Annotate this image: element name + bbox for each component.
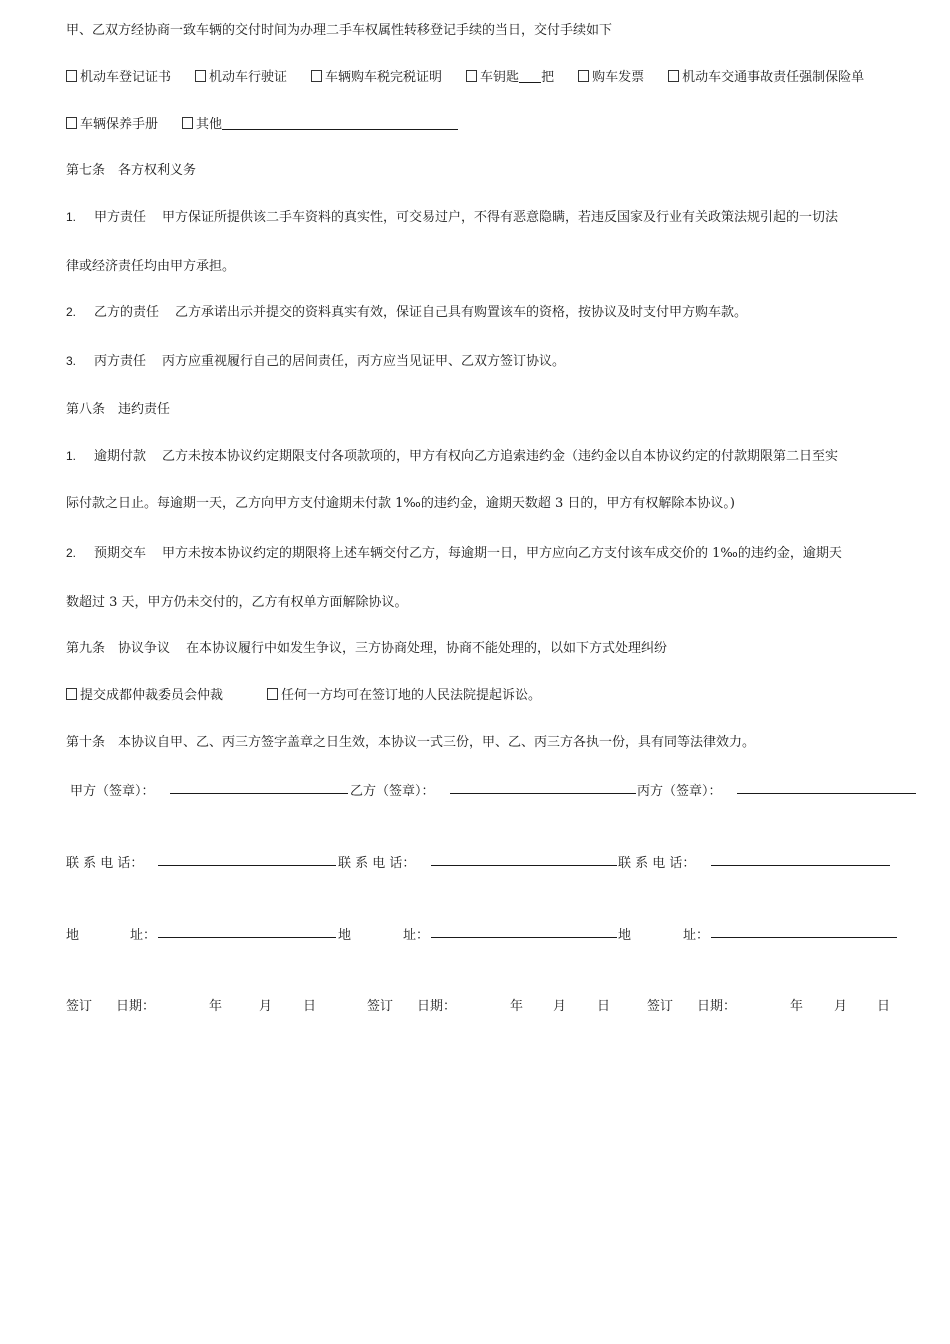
party-b-phone-field[interactable]: [431, 852, 617, 866]
party-b-date-label-2: 日期：: [417, 999, 457, 1014]
party-a-address-field[interactable]: [158, 924, 336, 938]
checkbox-car-keys[interactable]: 车钥匙 把: [466, 70, 554, 85]
party-b-address-label-2: 址：: [403, 928, 430, 943]
party-b-address-field[interactable]: [431, 924, 617, 938]
signature-row: [66, 780, 926, 800]
article8-title: 第八条 违约责任: [66, 402, 171, 417]
party-b-phone-label: 联 系 电 话：: [338, 856, 416, 871]
party-c-address-label-1: 地: [618, 928, 632, 943]
checkbox-icon[interactable]: [578, 70, 589, 82]
party-c-date-day: 日: [877, 999, 891, 1014]
article9-options: [66, 687, 541, 705]
intro-text: 甲、乙双方经协商一致车辆的交付时间为办理二手车权属性转移登记手续的当日，交付手续如下: [66, 23, 613, 38]
checkbox-compulsory-insurance[interactable]: 机动车交通事故责任强制保险单: [668, 70, 864, 85]
party-c-date-label-2: 日期：: [697, 999, 737, 1014]
party-a-signature-field[interactable]: [170, 780, 348, 794]
party-a-date-label-2: 日期：: [116, 999, 156, 1014]
checkbox-icon[interactable]: [66, 70, 77, 82]
party-a-phone-field[interactable]: [158, 852, 336, 866]
checkbox-icon[interactable]: [668, 70, 679, 82]
checkbox-registration-cert[interactable]: 机动车登记证书: [66, 70, 171, 85]
party-b-address-label-1: 地: [338, 928, 352, 943]
party-b-date-day: 日: [597, 999, 611, 1014]
handover-checklist-row1: [66, 69, 864, 87]
date-row: [66, 995, 926, 1015]
party-c-address-label-2: 址：: [683, 928, 710, 943]
article7-item2: 2. 乙方的责任 乙方承诺出示并提交的资料真实有效，保证自己具有购置该车的资格，按协议及时支付甲方购车款。: [66, 305, 748, 320]
checkbox-other[interactable]: 其他: [182, 117, 458, 132]
party-c-signature-field[interactable]: [737, 780, 916, 794]
party-b-signature-label: 乙方（签章）：: [350, 784, 435, 799]
party-a-date-month: 月: [259, 999, 273, 1014]
party-a-address-label-2: 址：: [130, 928, 157, 943]
keys-count-field[interactable]: [519, 69, 541, 83]
party-a-address-label-1: 地: [66, 928, 80, 943]
checkbox-icon[interactable]: [311, 70, 322, 82]
party-b-date-label-1: 签订: [367, 999, 394, 1014]
article7-item1-cont: 律或经济责任均由甲方承担。: [66, 259, 236, 274]
article8-item2-cont: 数超过 3 天，甲方仍未交付的，乙方有权单方面解除协议。: [66, 595, 408, 610]
checkbox-court[interactable]: 任何一方均可在签订地的人民法院提起诉讼。: [267, 688, 541, 703]
checkbox-icon[interactable]: [267, 688, 278, 700]
checkbox-arbitration[interactable]: 提交成都仲裁委员会仲裁: [66, 688, 223, 703]
party-c-phone-label: 联 系 电 话：: [618, 856, 696, 871]
article8-item1-cont: 际付款之日止。每逾期一天，乙方向甲方支付逾期未付款 1‰的违约金，逾期天数超 3 日的，甲方有权解除本协议。): [66, 496, 735, 511]
party-c-phone-field[interactable]: [711, 852, 890, 866]
party-b-date-year: 年: [510, 999, 524, 1014]
article7-title: 第七条 各方权利义务: [66, 163, 197, 178]
party-a-phone-label: 联 系 电 话：: [66, 856, 144, 871]
party-a-signature-label: 甲方（签章）：: [70, 784, 155, 799]
party-b-signature-field[interactable]: [450, 780, 636, 794]
handover-checklist-row2: [66, 116, 458, 134]
article7-item3: 3. 丙方责任 丙方应重视履行自己的居间责任，丙方应当见证甲、乙双方签订协议。: [66, 354, 566, 369]
party-a-date-day: 日: [303, 999, 317, 1014]
checkbox-maintenance-manual[interactable]: 车辆保养手册: [66, 117, 158, 132]
checkbox-icon[interactable]: [66, 688, 77, 700]
party-b-date-month: 月: [553, 999, 567, 1014]
phone-row: [66, 852, 926, 872]
party-c-signature-label: 丙方（签章）：: [637, 784, 722, 799]
checkbox-purchase-tax-cert[interactable]: 车辆购车税完税证明: [311, 70, 442, 85]
article10: 第十条 本协议自甲、乙、丙三方签字盖章之日生效，本协议一式三份，甲、乙、丙三方各执一份，具有同等法律效力。: [66, 735, 756, 750]
party-c-date-month: 月: [834, 999, 848, 1014]
address-row: [66, 924, 926, 944]
party-a-date-year: 年: [209, 999, 223, 1014]
checkbox-icon[interactable]: [66, 117, 77, 129]
article8-item1: 1. 逾期付款 乙方未按本协议约定期限支付各项款项的，甲方有权向乙方追索违约金（违约金以自本协议约定的付款期限第二日至实: [66, 449, 839, 464]
party-c-address-field[interactable]: [711, 924, 897, 938]
checkbox-icon[interactable]: [182, 117, 193, 129]
checkbox-icon[interactable]: [195, 70, 206, 82]
article8-item2: 2. 预期交车 甲方未按本协议约定的期限将上述车辆交付乙方，每逾期一日，甲方应向乙方支付该车成交价的 1‰的违约金，逾期天: [66, 546, 842, 561]
checkbox-icon[interactable]: [466, 70, 477, 82]
party-c-date-label-1: 签订: [647, 999, 674, 1014]
article7-item1: 1. 甲方责任 甲方保证所提供该二手车资料的真实性，可交易过户，不得有恶意隐瞒，若违反国家及行业有关政策法规引起的一切法: [66, 210, 839, 225]
article9: 第九条 协议争议 在本协议履行中如发生争议，三方协商处理，协商不能处理的，以如下方式处理纠纷: [66, 641, 668, 656]
other-items-field[interactable]: [222, 116, 458, 130]
party-c-date-year: 年: [790, 999, 804, 1014]
party-a-date-label-1: 签订: [66, 999, 93, 1014]
checkbox-driving-license[interactable]: 机动车行驶证: [195, 70, 287, 85]
checkbox-purchase-invoice[interactable]: 购车发票: [578, 70, 644, 85]
